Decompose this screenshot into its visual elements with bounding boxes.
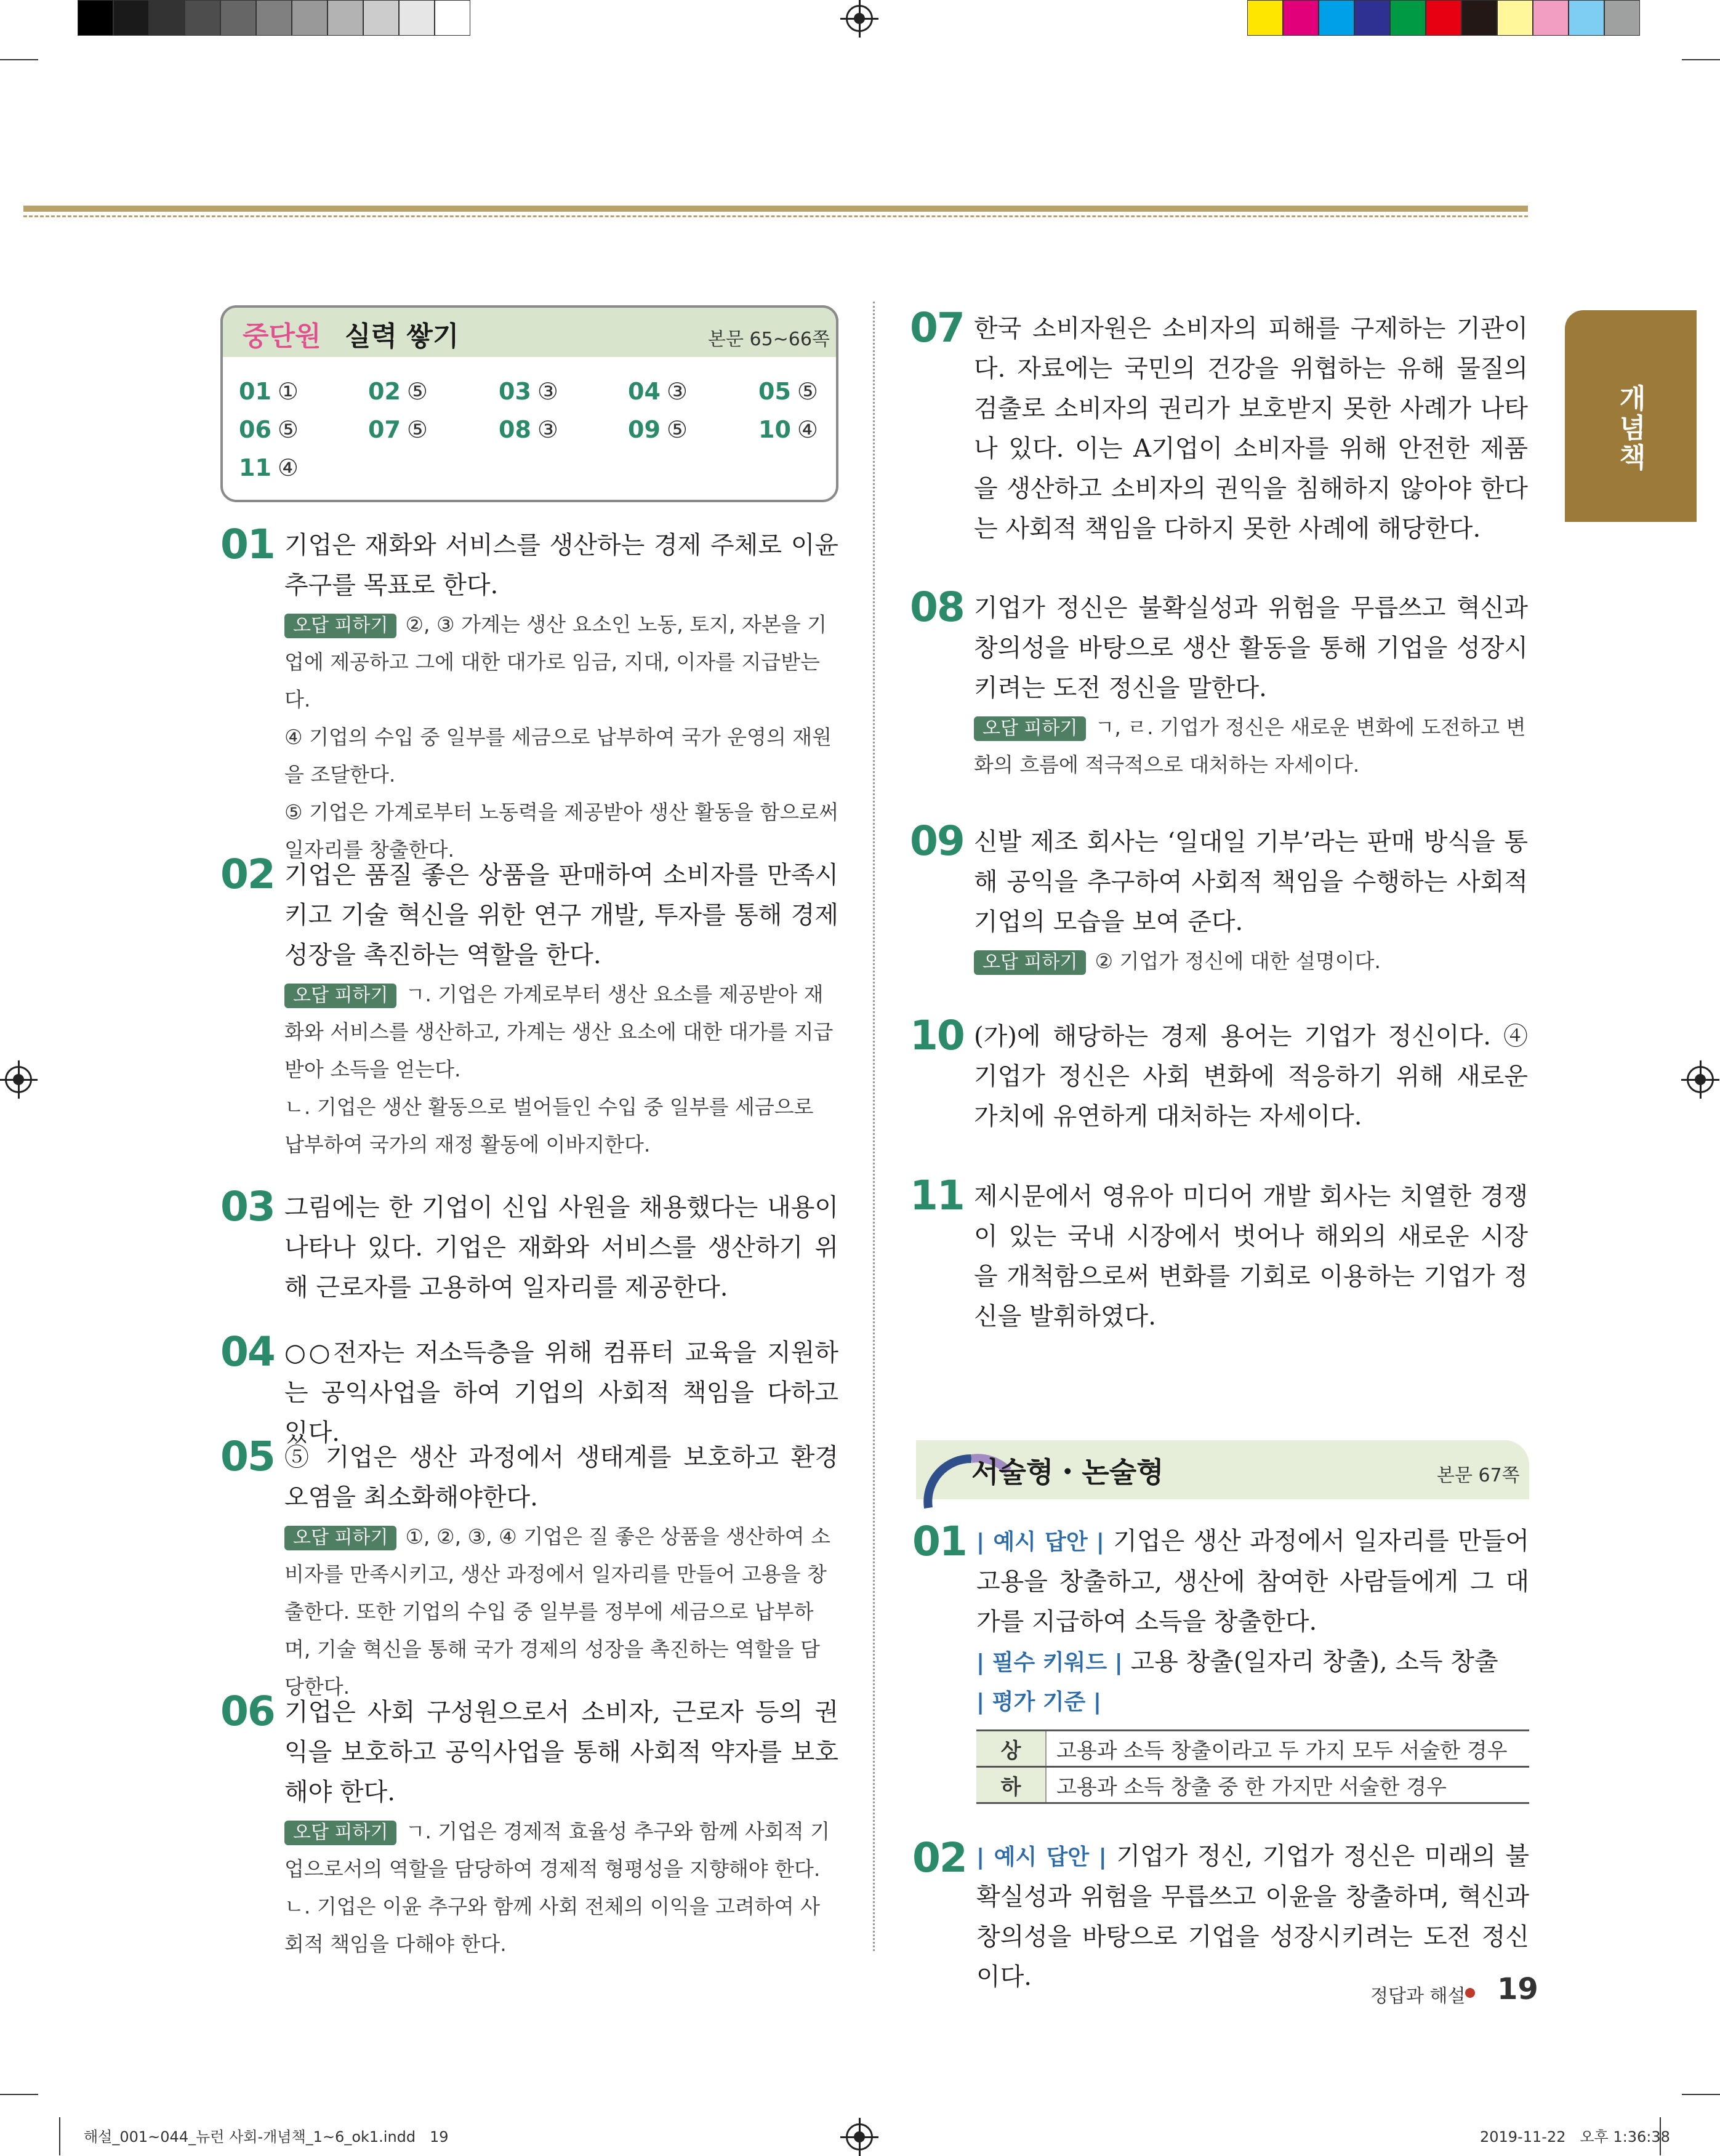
grade-level: 하: [976, 1767, 1046, 1803]
question-explanation: 기업은 사회 구성원으로서 소비자, 근로자 등의 권익을 보호하고 공익사업을 통해 사회적 약자를 보호해야 한다.: [284, 1698, 838, 1806]
wrong-answer-text: ㄱ. 기업은 가계로부터 생산 요소를 제공받아 재화와 서비스를 생산하고, 가계는 생산 요소에 대한 대가를 지급받아 소득을 얻는다.: [284, 982, 834, 1081]
question-explanation: 그림에는 한 기업이 신입 사원을 채용했다는 내용이 나타나 있다. 기업은 재화와 서비스를 생산하기 위해 근로자를 고용하여 일자리를 제공한다.: [284, 1193, 838, 1302]
wrong-answer-note: [284, 1518, 838, 1705]
question-block: [974, 822, 1528, 980]
wrong-answer-note: [284, 1813, 838, 1888]
question-explanation: 한국 소비자원은 소비자의 피해를 구제하는 기관이다. 자료에는 국민의 건강을 위협하는 유해 물질의 검출로 소비자의 권리가 보호받지 못한 사례가 나타나 있다. 이는 A기업이 소비자를 위해 안전한 제품을 생산하고 소비자의 권익을 침해하지 않아야 한다는 사회적 책임을 다하지 못한 사례에 해당한다.: [974, 315, 1528, 543]
wrong-answer-text: ㄱ, ㄹ. 기업가 정신은 새로운 변화에 도전하고 변화의 흐름에 적극적으로 대처하는 자세이다.: [974, 715, 1526, 777]
example-answer-label: | 예시 답안 |: [976, 1529, 1104, 1555]
answer-key-item: [368, 378, 428, 405]
answer-value: ④: [277, 454, 299, 481]
essay-section-title: 서술형・논술형: [971, 1456, 1164, 1489]
grading-table: [976, 1729, 1529, 1804]
question-explanation: 제시문에서 영유아 미디어 개발 회사는 치열한 경쟁이 있는 국내 시장에서 벗어나 해외의 새로운 시장을 개척함으로써 변화를 기회로 이용하는 기업가 정신을 발휘하였다.: [974, 1182, 1528, 1331]
answer-number: 07: [368, 416, 401, 443]
question-number: 06: [220, 1688, 275, 1735]
question-explanation: 기업가 정신은 불확실성과 위험을 무릅쓰고 혁신과 창의성을 바탕으로 생산 활동을 통해 기업을 성장시키려는 도전 정신을 말한다.: [974, 594, 1528, 702]
answer-value: ⑤: [797, 378, 818, 405]
answer-number: 01: [239, 378, 271, 405]
wrong-answer-note: [974, 708, 1528, 783]
answer-value: ①: [277, 378, 299, 405]
answer-number: 11: [239, 454, 271, 481]
answer-value: ⑤: [666, 416, 688, 443]
registration-mark-icon: [5, 1066, 32, 1093]
answer-key-item: [758, 416, 818, 443]
answer-key-item: [499, 378, 558, 405]
question-explanation: (가)에 해당하는 경제 용어는 기업가 정신이다. ④ 기업가 정신은 사회 변화에 적응하기 위해 새로운 가치에 유연하게 대처하는 자세이다.: [974, 1022, 1528, 1131]
answer-key-item: [628, 378, 688, 405]
answer-key-item: [368, 416, 428, 443]
answer-number: 02: [368, 378, 401, 405]
keyword-text: 고용 창출(일자리 창출), 소득 창출: [1130, 1648, 1498, 1676]
section-title: 실력 쌓기: [345, 321, 459, 352]
print-timestamp: 2019-11-22 오후 1:36:38: [1480, 2128, 1670, 2146]
question-number: 07: [910, 304, 964, 351]
essay-page-ref: 본문 67쪽: [1437, 1465, 1520, 1486]
wrong-answer-text: ②, ③ 가계는 생산 요소인 노동, 토지, 자본을 기업에 제공하고 그에 대한 대가로 임금, 지대, 이자를 지급받는다.: [284, 612, 827, 711]
essay-answer: [976, 1837, 1529, 1997]
answer-value: ④: [797, 416, 818, 443]
wrong-answer-badge: 오답 피하기: [974, 716, 1086, 741]
answer-number: 09: [628, 416, 661, 443]
wrong-answer-text: ④ 기업의 수입 중 일부를 세금으로 납부하여 국가 운영의 재원을 조달한다.: [284, 725, 832, 787]
answer-value: ③: [666, 378, 688, 405]
question-number: 05: [220, 1433, 275, 1480]
grading-row: [976, 1731, 1529, 1767]
essay-question-number: 02: [912, 1834, 966, 1881]
registration-mark-icon: [1687, 1066, 1714, 1093]
answer-number: 10: [758, 416, 791, 443]
side-tab-label: 개념책: [1614, 384, 1646, 473]
column-divider: [873, 302, 875, 1951]
registration-mark-icon: [846, 5, 873, 32]
question-explanation: ⑤ 기업은 생산 과정에서 생태계를 보호하고 환경 오염을 최소화해야한다.: [284, 1443, 838, 1512]
registration-mark-icon: [846, 2123, 873, 2150]
grayscale-swatches: [78, 0, 472, 36]
page-number: 19: [1497, 1972, 1538, 2006]
wrong-answer-note: [284, 1888, 838, 1963]
wrong-answer-note: [284, 606, 838, 718]
wrong-answer-badge: 오답 피하기: [284, 1526, 396, 1550]
wrong-answer-note: [284, 718, 838, 793]
essay-question-number: 01: [912, 1518, 966, 1565]
answer-key-item: [758, 378, 818, 405]
wrong-answer-note: [974, 942, 1528, 980]
color-swatches: [1247, 0, 1646, 36]
question-block: [284, 1438, 838, 1705]
question-explanation: 기업은 재화와 서비스를 생산하는 경제 주체로 이윤 추구를 목표로 한다.: [284, 531, 838, 599]
answer-value: ③: [537, 378, 558, 405]
answer-value: ⑤: [406, 378, 428, 405]
grade-level: 상: [976, 1731, 1046, 1767]
crop-mark: [0, 2094, 38, 2095]
wrong-answer-badge: 오답 피하기: [284, 1821, 396, 1845]
question-block: [974, 309, 1528, 549]
question-number: 01: [220, 521, 275, 568]
wrong-answer-badge: 오답 피하기: [284, 984, 396, 1008]
answer-value: ⑤: [277, 416, 299, 443]
header-rule: [23, 206, 1528, 212]
criteria-label: | 평가 기준 |: [976, 1689, 1102, 1715]
crop-mark: [1682, 59, 1720, 60]
question-explanation: 신발 제조 회사는 ‘일대일 기부’라는 판매 방식을 통해 공익을 추구하여 사회적 책임을 수행하는 사회적 기업의 모습을 보여 준다.: [974, 828, 1528, 936]
question-explanation: ○○전자는 저소득층을 위해 컴퓨터 교육을 지원하는 공익사업을 하여 기업의 사회적 책임을 다하고 있다.: [284, 1339, 838, 1447]
answer-key-item: [628, 416, 688, 443]
essay-answer: [976, 1521, 1529, 1642]
wrong-answer-text: ㄴ. 기업은 생산 활동으로 벌어들인 수입 중 일부를 세금으로 납부하여 국가의 재정 활동에 이바지한다.: [284, 1095, 814, 1156]
answer-value: ⑤: [406, 416, 428, 443]
header-dotted-rule: [23, 215, 1528, 217]
question-number: 04: [220, 1328, 275, 1376]
answer-key-item: [239, 378, 299, 405]
wrong-answer-note: [284, 1088, 838, 1163]
crop-mark: [1682, 2094, 1720, 2095]
wrong-answer-badge: 오답 피하기: [974, 950, 1086, 975]
question-number: 02: [220, 851, 275, 898]
answer-number: 05: [758, 378, 791, 405]
question-block: [284, 1693, 838, 1963]
question-number: 08: [910, 583, 964, 631]
crop-mark: [0, 59, 38, 60]
answer-key-item: [499, 416, 558, 443]
footer-section-label: 정답과 해설: [1370, 1986, 1466, 2007]
grade-desc: 고용과 소득 창출 중 한 가지만 서술한 경우: [1046, 1767, 1529, 1803]
wrong-answer-text: ①, ②, ③, ④ 기업은 질 좋은 상품을 생산하여 소비자를 만족시키고, 생산 과정에서 일자리를 만들어 고용을 창출한다. 또한 기업의 수입 중 일부를 정부에 세금으로 납부하며, 기술 혁신을 통해 국가 경제의 성장을 촉진하는 역할을 담당한다.: [284, 1525, 830, 1699]
answer-number: 03: [499, 378, 531, 405]
section-title-colored: 중단원: [243, 321, 321, 352]
file-info: 해설_001~044_뉴런 사회-개념책_1~6_ok1.indd 19: [84, 2128, 449, 2146]
wrong-answer-badge: 오답 피하기: [284, 614, 396, 638]
answer-number: 04: [628, 378, 661, 405]
question-block: [974, 1177, 1528, 1337]
chapter-side-tab: [1565, 310, 1697, 522]
question-number: 11: [910, 1172, 964, 1219]
answer-key-item: [239, 416, 299, 443]
wrong-answer-text: ⑤ 기업은 가계로부터 노동력을 제공받아 생산 활동을 함으로써 일자리를 창출한다.: [284, 800, 838, 862]
wrong-answer-text: ② 기업가 정신에 대한 설명이다.: [1095, 949, 1381, 973]
question-block: [284, 1188, 838, 1308]
footer-dot-icon: [1465, 1988, 1475, 1998]
answer-value: ③: [537, 416, 558, 443]
essay-answer-text: 기업은 생산 과정에서 일자리를 만들어 고용을 창출하고, 생산에 참여한 사람들에게 그 대가를 지급하여 소득을 창출한다.: [976, 1527, 1529, 1636]
grading-row: [976, 1767, 1529, 1803]
section-page-ref: 본문 65~66쪽: [708, 329, 830, 350]
question-block: [284, 526, 838, 868]
crop-mark: [59, 2117, 60, 2155]
essay-criteria-label-row: [976, 1681, 1529, 1722]
answer-number: 06: [239, 416, 271, 443]
question-block: [974, 1017, 1528, 1137]
wrong-answer-text: ㄴ. 기업은 이윤 추구와 함께 사회 전체의 이익을 고려하여 사회적 책임을 다해야 한다.: [284, 1894, 820, 1956]
question-number: 03: [220, 1183, 275, 1230]
answer-number: 08: [499, 416, 531, 443]
question-explanation: 기업은 품질 좋은 상품을 판매하여 소비자를 만족시키고 기술 혁신을 위한 연구 개발, 투자를 통해 경제 성장을 촉진하는 역할을 한다.: [284, 861, 838, 969]
wrong-answer-text: ㄱ. 기업은 경제적 효율성 추구와 함께 사회적 기업으로서의 역할을 담당하여 경제적 형평성을 지향해야 한다.: [284, 1819, 830, 1881]
grade-desc: 고용과 소득 창출이라고 두 가지 모두 서술한 경우: [1046, 1731, 1529, 1767]
keyword-label: | 필수 키워드 |: [976, 1650, 1123, 1675]
example-answer-label: | 예시 답안 |: [976, 1845, 1107, 1870]
question-number: 09: [910, 817, 964, 865]
answer-key-item: [239, 454, 299, 481]
essay-keywords: [976, 1642, 1529, 1683]
question-block: [974, 588, 1528, 783]
question-block: [284, 1333, 838, 1453]
question-number: 10: [910, 1012, 964, 1059]
essay-answer-text: 기업가 정신, 기업가 정신은 미래의 불확실성과 위험을 무릅쓰고 이윤을 창출하며, 혁신과 창의성을 바탕으로 기업을 성장시키려는 도전 정신이다.: [976, 1842, 1529, 1991]
question-block: [284, 856, 838, 1163]
wrong-answer-note: [284, 976, 838, 1088]
